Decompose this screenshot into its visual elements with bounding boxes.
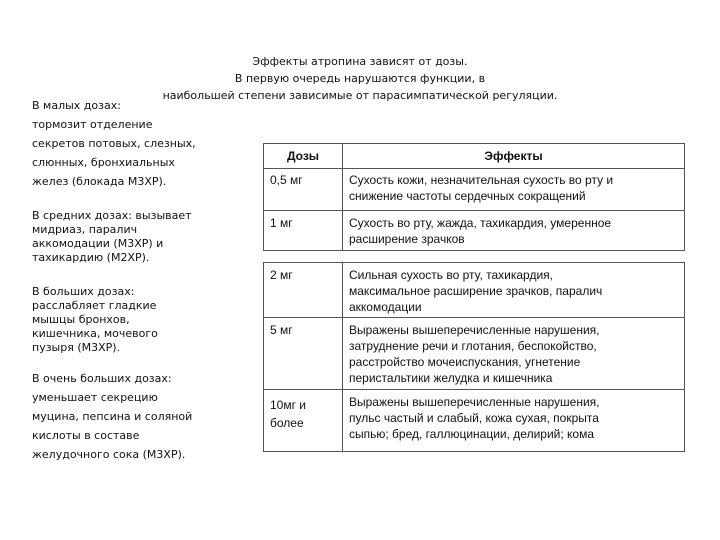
table-row — [264, 318, 685, 390]
text-line: расслабляет гладкие — [32, 299, 157, 312]
header-effects: Эффекты — [343, 144, 685, 169]
dose-value: 10мг и — [270, 398, 307, 412]
title-line: наибольшей степени зависимые от парасимпатической регуляции. — [162, 89, 558, 102]
effect-cell — [343, 390, 685, 452]
dose-value: 5 мг — [270, 323, 293, 337]
effect-cell — [343, 318, 685, 390]
effect-line: расстройство мочеиспускания, угнетение — [349, 355, 581, 369]
small-dose-paragraph — [32, 96, 222, 191]
effect-cell — [343, 169, 685, 211]
text-line: кислоты в составе — [32, 429, 140, 442]
effect-line: аккомодации — [349, 300, 422, 314]
text-line: уменьшает секрецию — [32, 391, 158, 404]
dose-description-column — [32, 96, 222, 476]
text-line: В малых дозах: — [32, 99, 121, 112]
effect-line: максимальное расширение зрачков, паралич — [349, 284, 603, 298]
table-row — [264, 211, 685, 251]
dose-cell — [264, 169, 343, 211]
effect-line: Выражены вышеперечисленные нарушения, — [349, 395, 600, 409]
text-line: желез (блокада М3ХР). — [32, 175, 167, 188]
dose-value: 0,5 мг — [270, 173, 303, 187]
text-line: муцина, пепсина и соляной — [32, 410, 193, 423]
table-header-row — [264, 144, 685, 169]
effect-line: расширение зрачков — [349, 232, 465, 246]
very-large-dose-paragraph — [32, 369, 222, 464]
dose-effects-table-top — [263, 143, 685, 251]
text-line: кишечника, мочевого — [32, 327, 158, 340]
table-row — [264, 263, 685, 318]
dose-effects-table-bottom — [263, 262, 685, 452]
effect-line: Сильная сухость во рту, тахикардия, — [349, 268, 553, 282]
table-row — [264, 390, 685, 452]
effect-line: Сухость во рту, жажда, тахикардия, умеренное — [349, 216, 612, 230]
table-row — [264, 169, 685, 211]
dose-value: 1 мг — [270, 216, 293, 230]
header-doses: Дозы — [264, 144, 343, 169]
dose-cell — [264, 318, 343, 390]
text-line: желудочного сока (М3ХР). — [32, 448, 186, 461]
text-line: В средних дозах: вызывает — [32, 209, 192, 222]
effect-line: затруднение речи и глотания, беспокойство, — [349, 339, 597, 353]
effect-line: перистальтики желудка и кишечника — [349, 371, 553, 385]
dose-value: 2 мг — [270, 268, 293, 282]
text-line: пузыря (М3ХР). — [32, 341, 121, 354]
text-line: мидриаз, паралич — [32, 223, 138, 236]
effect-cell — [343, 211, 685, 251]
text-line: слюнных, бронхиальных — [32, 156, 175, 169]
dose-value: более — [270, 416, 304, 430]
title-line: В первую очередь нарушаются функции, в — [234, 72, 486, 85]
title-line: Эффекты атропина зависят от дозы. — [252, 55, 468, 68]
effect-line: пульс частый и слабый, кожа сухая, покрыта — [349, 411, 599, 425]
text-line: В больших дозах: — [32, 285, 135, 298]
effect-line: Выражены вышеперечисленные нарушения, — [349, 323, 600, 337]
text-line: тахикардию (М2ХР). — [32, 251, 150, 264]
text-line: мышцы бронхов, — [32, 313, 130, 326]
text-line: тормозит отделение — [32, 118, 153, 131]
medium-dose-paragraph — [32, 209, 222, 265]
effect-line: сыпью; бред, галлюцинации, делирий; кома — [349, 427, 594, 441]
dose-cell — [264, 263, 343, 318]
effect-line: Сухость кожи, незначительная сухость во рту и — [349, 173, 614, 187]
effect-line: снижение частоты сердечных сокращений — [349, 189, 586, 203]
effect-cell — [343, 263, 685, 318]
dose-cell — [264, 211, 343, 251]
dose-cell — [264, 390, 343, 452]
text-line: В очень больших дозах: — [32, 372, 172, 385]
text-line: аккомодации (М3ХР) и — [32, 237, 164, 250]
large-dose-paragraph — [32, 285, 222, 355]
text-line: секретов потовых, слезных, — [32, 137, 196, 150]
